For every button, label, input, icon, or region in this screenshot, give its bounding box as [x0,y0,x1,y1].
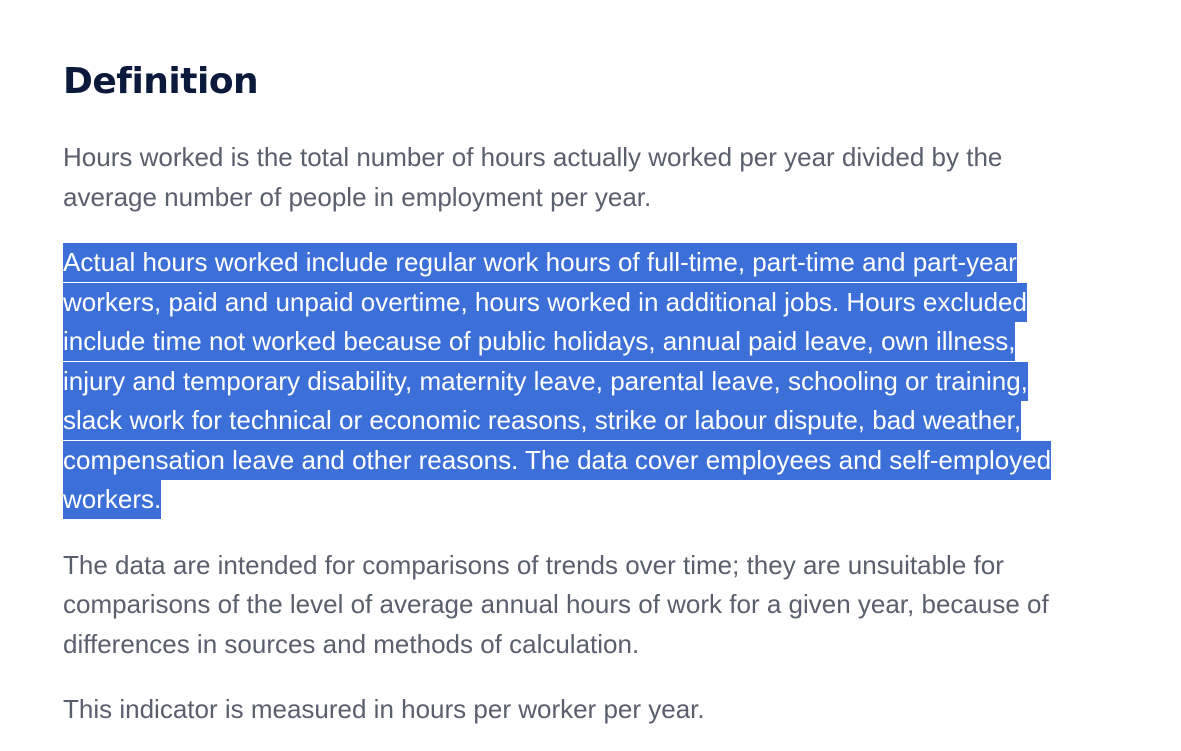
section-title: Definition [63,61,259,102]
selected-text[interactable]: Actual hours worked include regular work hours of full-time, part-time and part-year workers, paid and unpaid overtime, hours worked in additional jobs. Hours excluded include time not worked because of public holidays, annual paid leave, own illness, injury and temporary disability, maternity leave, parental leave, schooling or training, slack work for technical or economic reasons, strike or labour dispute, bad weather, compensation leave and other reasons. The data cover employees and self-employed workers. [63,243,1051,519]
paragraph-text[interactable]: This indicator is measured in hours per worker per year. [63,694,705,724]
paragraph-text[interactable]: The data are intended for comparisons of trends over time; they are unsuitable for comparisons of the level of average annual hours of work for a given year, because of differences in sources and methods of calculation. [63,549,1049,659]
definition-paragraph-1 [63,138,1053,217]
paragraph-text[interactable]: Hours worked is the total number of hours actually worked per year divided by the average number of people in employment per year. [63,142,1003,212]
definition-paragraph-4 [63,690,1053,730]
definition-paragraph-3 [63,546,1053,665]
definition-paragraph-2 [63,243,1053,520]
definition-section [63,58,1063,730]
